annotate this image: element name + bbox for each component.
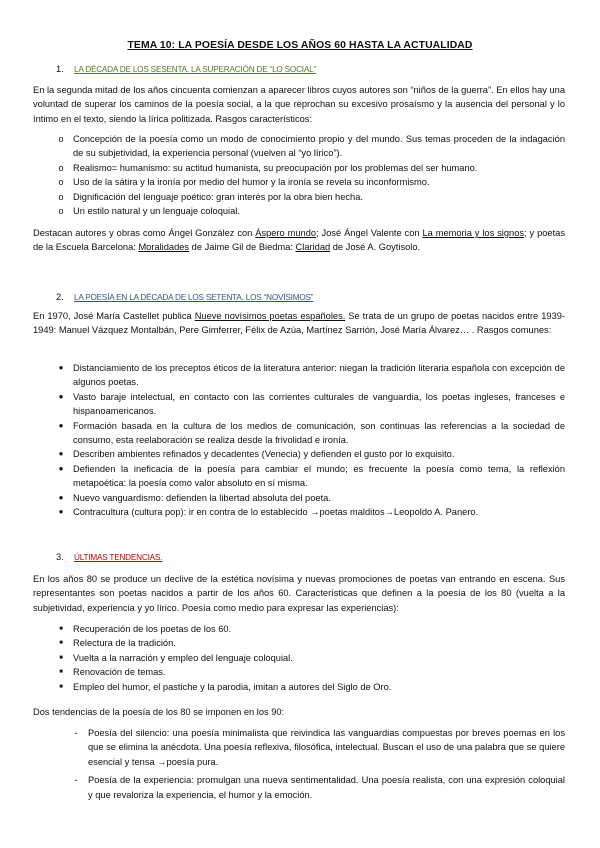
section-3-intro: En los años 80 se produce un declive de la estética novísima y nuevas promociones de poetas van entrando en escena. Sus representantes son poetas nacidos a partir de los años 60. Características que definen a la poesía de los 80 (vuelta a la subjetividad, experiencia y yo lírico. Poesía como medio para expresar las experiencias): bbox=[33, 574, 565, 613]
list-item: - Poesía del silencio: una poesía minimalista que reivindica las vanguardias compuestas por breves poemas en los que se elimina la anécdota. Una poesía reflexiva, filosófica, intelectual. Buscan el uso de una palabra que se quiere esencial y tensa →poesía pura. bbox=[88, 726, 565, 769]
list-marker: - bbox=[74, 775, 78, 786]
section-1-authors: Destacan autores y obras como Ángel González con Áspero mundo; José Ángel Valente con La memoria y los signos; y poetas de la Escuela Barcelona: Moralidades de Jaime Gil de Biedma: Claridad de José A. Goytisolo. bbox=[33, 228, 565, 253]
section-label: LA DÉCADA DE LOS SESENTA. LA SUPERACIÓN DE “LO SOCIAL” bbox=[74, 65, 317, 74]
list-marker: o bbox=[58, 177, 64, 188]
list-item: o Realismo= humanismo: su actitud humanista, su preocupación por los problemas del ser humano. bbox=[73, 161, 565, 175]
list-item: - Poesía de la experiencia: promulgan una nueva sentimentalidad. Una poesía realista, con una expresión coloquial y que revaloriza la experiencia, el humor y la emoción. bbox=[88, 773, 565, 802]
work-title: La memoria y los signos bbox=[422, 228, 525, 238]
list-marker: o bbox=[58, 206, 64, 217]
list-marker: ● bbox=[58, 420, 64, 430]
section-heading-1 bbox=[56, 62, 316, 77]
list-marker: ● bbox=[58, 463, 64, 473]
section-label: LA POESÍA EN LA DÉCADA DE LOS SETENTA. LOS “NOVÍSIMOS” bbox=[74, 293, 314, 302]
list-marker: ● bbox=[58, 492, 64, 502]
section-3-trends-list bbox=[74, 726, 565, 802]
list-item: o Concepción de la poesía como un modo de conocimiento propio y del mundo. Sus temas proceden de la indagación de su subjetividad, la experiencia personal (vuelven al “yo lírico”). bbox=[73, 132, 565, 161]
section-3-list bbox=[59, 622, 565, 694]
section-3-trends-intro: Dos tendencias de la poesía de los 80 se imponen en los 90: bbox=[33, 707, 285, 717]
list-item: ● Defienden la ineficacia de la poesía para cambiar el mundo; es frecuente la poesía como tema, la reflexión metapoética: la poesía como valor absoluto en sí misma. bbox=[73, 462, 565, 491]
list-marker: - bbox=[74, 728, 78, 738]
list-marker: ● bbox=[58, 363, 64, 372]
list-marker: o bbox=[58, 162, 64, 173]
list-item: ■ Renovación de temas. bbox=[73, 665, 565, 679]
list-marker: ■ bbox=[59, 626, 63, 632]
section-2-intro: En 1970, José María Castellet publica Nueve novísimos poetas españoles. Se trata de un grupo de poetas nacidos entre 1939-1949: Manuel Vázquez Montalbán, Pere Gimferrer, Félix de Azúa, Martínez Sarrión, José María Álvarez… . Rasgos comunes: bbox=[33, 311, 566, 336]
list-item: o Dignificación del lenguaje poético: gran interés por la obra bien hecha. bbox=[73, 190, 565, 204]
list-item: o Un estilo natural y un lenguaje coloquial. bbox=[73, 204, 565, 218]
list-item: ■ Vuelta a la narración y empleo del lenguaje coloquial. bbox=[73, 651, 565, 665]
work-title: Moralidades bbox=[138, 242, 190, 253]
section-number: 2. bbox=[56, 292, 64, 302]
list-item: ● Nuevo vanguardismo: defienden la libertad absoluta del poeta. bbox=[73, 491, 565, 505]
page-title: TEMA 10: LA POESÍA DESDE LOS AÑOS 60 HASTA LA ACTUALIDAD bbox=[127, 40, 473, 51]
section-heading-2 bbox=[56, 290, 313, 305]
list-item: ● Formación basada en la cultura de los medios de comunicación, son continuas las referencias a la sociedad de consumo, esta reelaboración se realiza desde la frivolidad e ironía. bbox=[73, 419, 565, 448]
list-item: ● Distanciamiento de los preceptos éticos de la literatura anterior: niegan la tradición literaria española con excepción de algunos poetas. bbox=[73, 361, 565, 390]
list-marker: ■ bbox=[59, 654, 63, 661]
list-item: ● Vasto baraje intelectual, en contacto con las corrientes culturales de vanguardia, los poetas ingleses, franceses e hispanoamericanos. bbox=[73, 390, 565, 419]
list-item: ● Contracultura (cultura pop): ir en contra de lo establecido →poetas malditos→Leopoldo A. Panero. bbox=[73, 505, 565, 519]
work-title: Áspero mundo bbox=[255, 228, 317, 238]
section-1-list bbox=[58, 132, 565, 218]
section-heading-3 bbox=[56, 550, 162, 565]
list-item: ■ Empleo del humor, el pastiche y la parodia, imitan a autores del Siglo de Oro. bbox=[73, 680, 565, 694]
list-marker: ■ bbox=[59, 669, 63, 676]
list-marker: ● bbox=[58, 507, 64, 517]
list-marker: ● bbox=[58, 391, 64, 401]
section-number: 3. bbox=[56, 552, 64, 562]
list-item: ■ Recuperación de los poetas de los 60. bbox=[73, 622, 565, 636]
list-marker: ■ bbox=[59, 640, 63, 647]
section-number: 1. bbox=[56, 64, 64, 74]
list-marker: ● bbox=[58, 449, 64, 459]
list-item: o Uso de la sátira y la ironía por medio del humor y la ironía se revela su inconformismo. bbox=[73, 175, 565, 189]
list-marker: o bbox=[58, 191, 64, 202]
list-marker: o bbox=[58, 134, 64, 144]
work-title: Nueve novísimos poetas españoles. bbox=[194, 311, 346, 321]
section-1-intro: En la segunda mitad de los años cincuenta comienzan a aparecer libros cuyos autores son “niños de la guerra”. En ellos hay una voluntad de superar los caminos de la poesía social, a la que reprochan su excesivo prosaísmo y la ausencia del personal y lo íntimo en el texto, siendo la lírica politizada. Rasgos característicos: bbox=[33, 85, 565, 124]
work-title: Claridad bbox=[295, 242, 331, 253]
list-item: ■ Relectura de la tradición. bbox=[73, 636, 565, 650]
section-2-list bbox=[58, 361, 565, 519]
list-marker: ■ bbox=[59, 683, 63, 690]
section-label: ÚLTIMAS TENDENCIAS. bbox=[74, 553, 163, 562]
list-item: ● Describen ambientes refinados y decadentes (Venecia) y defienden el gusto por lo exquisito. bbox=[73, 447, 565, 461]
